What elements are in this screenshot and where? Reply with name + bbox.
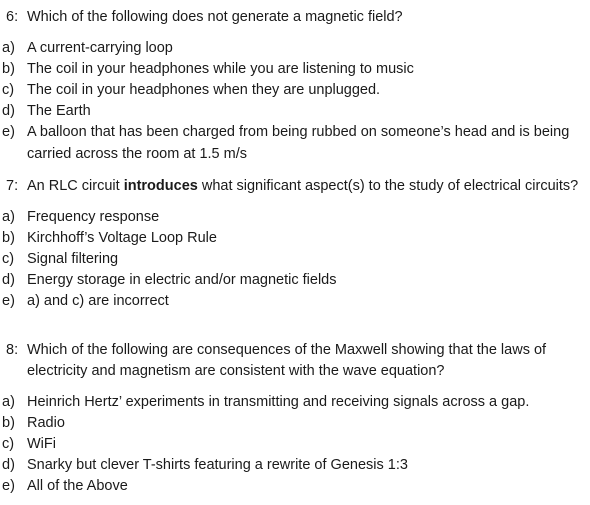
answer-text: Radio	[27, 415, 65, 431]
answer-text: Heinrich Hertz’ experiments in transmitting and receiving signals across a gap.	[27, 394, 530, 410]
answer-text-continuation: carried across the room at 1.5 m/s	[27, 146, 247, 162]
question-number: 6:	[6, 9, 19, 25]
answer-letter: e)	[2, 124, 15, 140]
answer-letter: c)	[2, 436, 15, 452]
answer-letter: c)	[2, 251, 15, 267]
question-text: Which of the following are consequences of the Maxwell showing that the laws of	[27, 342, 547, 358]
answer-letter: a)	[2, 209, 15, 225]
question-text	[27, 176, 578, 196]
answer-letter: c)	[2, 82, 15, 98]
answer-letter: b)	[2, 230, 15, 246]
answer-text: Kirchhoff’s Voltage Loop Rule	[27, 230, 217, 246]
answer-text: All of the Above	[27, 478, 128, 494]
answer-letter: d)	[2, 457, 15, 473]
answer-letter: e)	[2, 293, 15, 309]
answer-letter: a)	[2, 394, 15, 410]
question-text-emphasis: introduces	[123, 178, 198, 194]
question-text-post: what significant aspect(s) to the study of electrical circuits?	[197, 178, 579, 194]
answer-text: The coil in your headphones when they are unplugged.	[27, 82, 381, 98]
answer-text: Energy storage in electric and/or magnetic fields	[27, 272, 337, 288]
answer-letter: e)	[2, 478, 15, 494]
question-text: Which of the following does not generate a magnetic field?	[27, 9, 403, 25]
answer-letter: d)	[2, 272, 15, 288]
answer-letter: d)	[2, 103, 15, 119]
answer-text: WiFi	[27, 436, 56, 452]
question-number: 8:	[6, 342, 19, 358]
answer-text: Frequency response	[27, 209, 160, 225]
question-number: 7:	[6, 178, 19, 194]
answer-text: A current-carrying loop	[27, 40, 173, 56]
answer-letter: a)	[2, 40, 15, 56]
question-text-pre: An RLC circuit	[27, 178, 124, 194]
answer-letter: b)	[2, 61, 15, 77]
answer-text: a) and c) are incorrect	[27, 293, 169, 309]
answer-text: A balloon that has been charged from being rubbed on someone’s head and is being	[27, 124, 570, 140]
answer-letter: b)	[2, 415, 15, 431]
answer-text: Signal filtering	[27, 251, 119, 267]
answer-text: Snarky but clever T-shirts featuring a rewrite of Genesis 1:3	[27, 457, 408, 473]
answer-text: The coil in your headphones while you are listening to music	[27, 61, 414, 77]
answer-text: The Earth	[27, 103, 91, 119]
question-text-continuation: electricity and magnetism are consistent with the wave equation?	[27, 363, 445, 379]
